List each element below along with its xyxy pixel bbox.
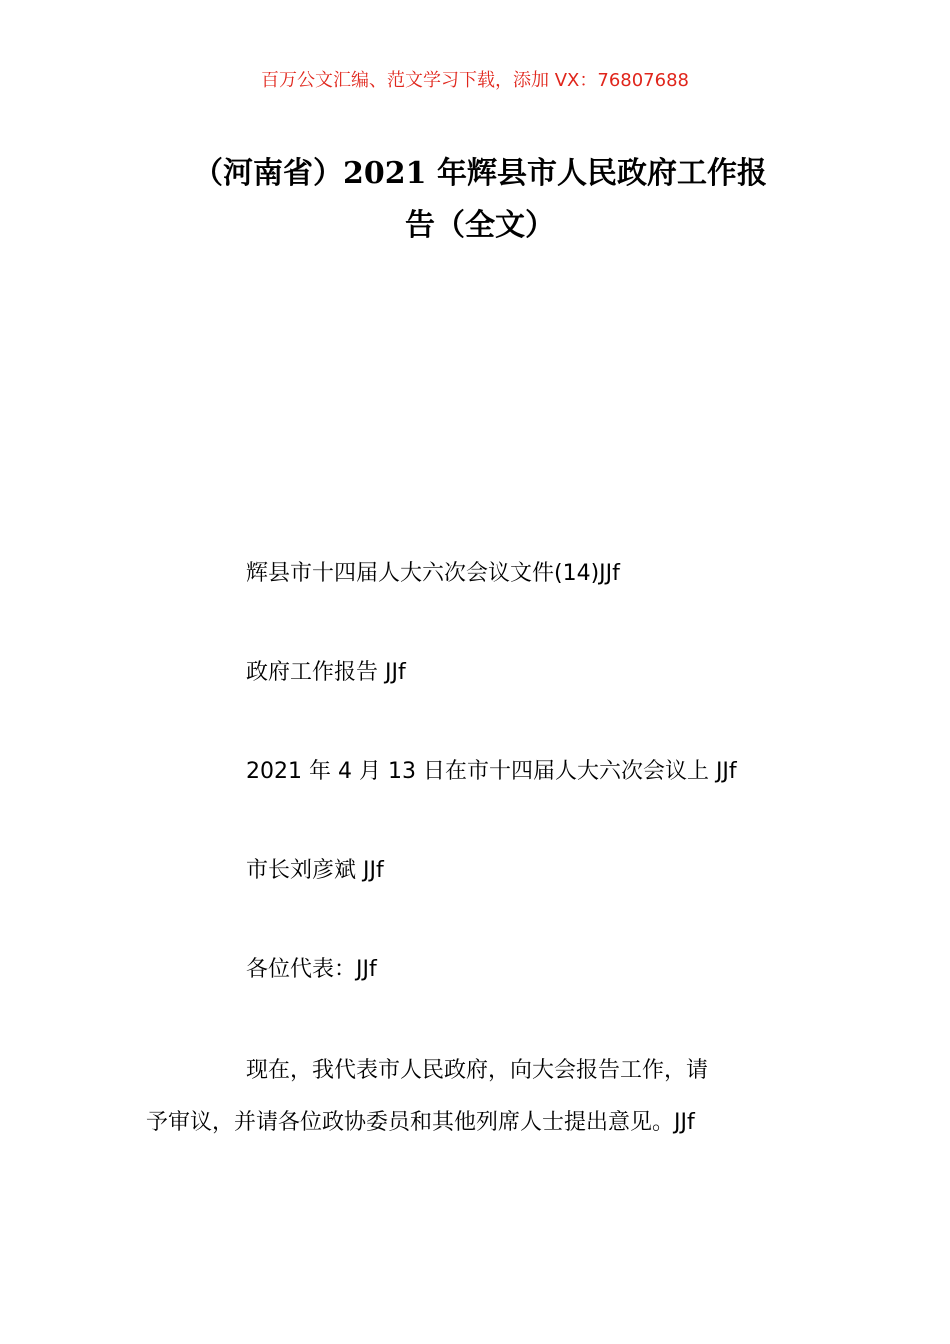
meeting-document-label: 辉县市十四届人大六次会议文件(14)JJf	[246, 561, 620, 586]
salutation: 各位代表：JJf	[246, 957, 377, 982]
document-title-line-2: 告（全文）	[405, 208, 555, 243]
document-title	[150, 148, 810, 252]
speaker-line: 市长刘彦斌 JJf	[246, 858, 384, 883]
opening-paragraph	[146, 1045, 816, 1149]
document-title-line-1: （河南省）2021 年辉县市人民政府工作报	[193, 156, 767, 191]
report-date-line: 2021 年 4 月 13 日在市十四届人大六次会议上 JJf	[246, 759, 737, 784]
opening-paragraph-line-1: 现在，我代表市人民政府，向大会报告工作，请	[246, 1058, 709, 1083]
opening-paragraph-line-2: 予审议，并请各位政协委员和其他列席人士提出意见。JJf	[146, 1110, 695, 1135]
report-name: 政府工作报告 JJf	[246, 660, 406, 685]
header-note: 百万公文汇编、范文学习下载，添加 VX：76807688	[261, 70, 689, 91]
